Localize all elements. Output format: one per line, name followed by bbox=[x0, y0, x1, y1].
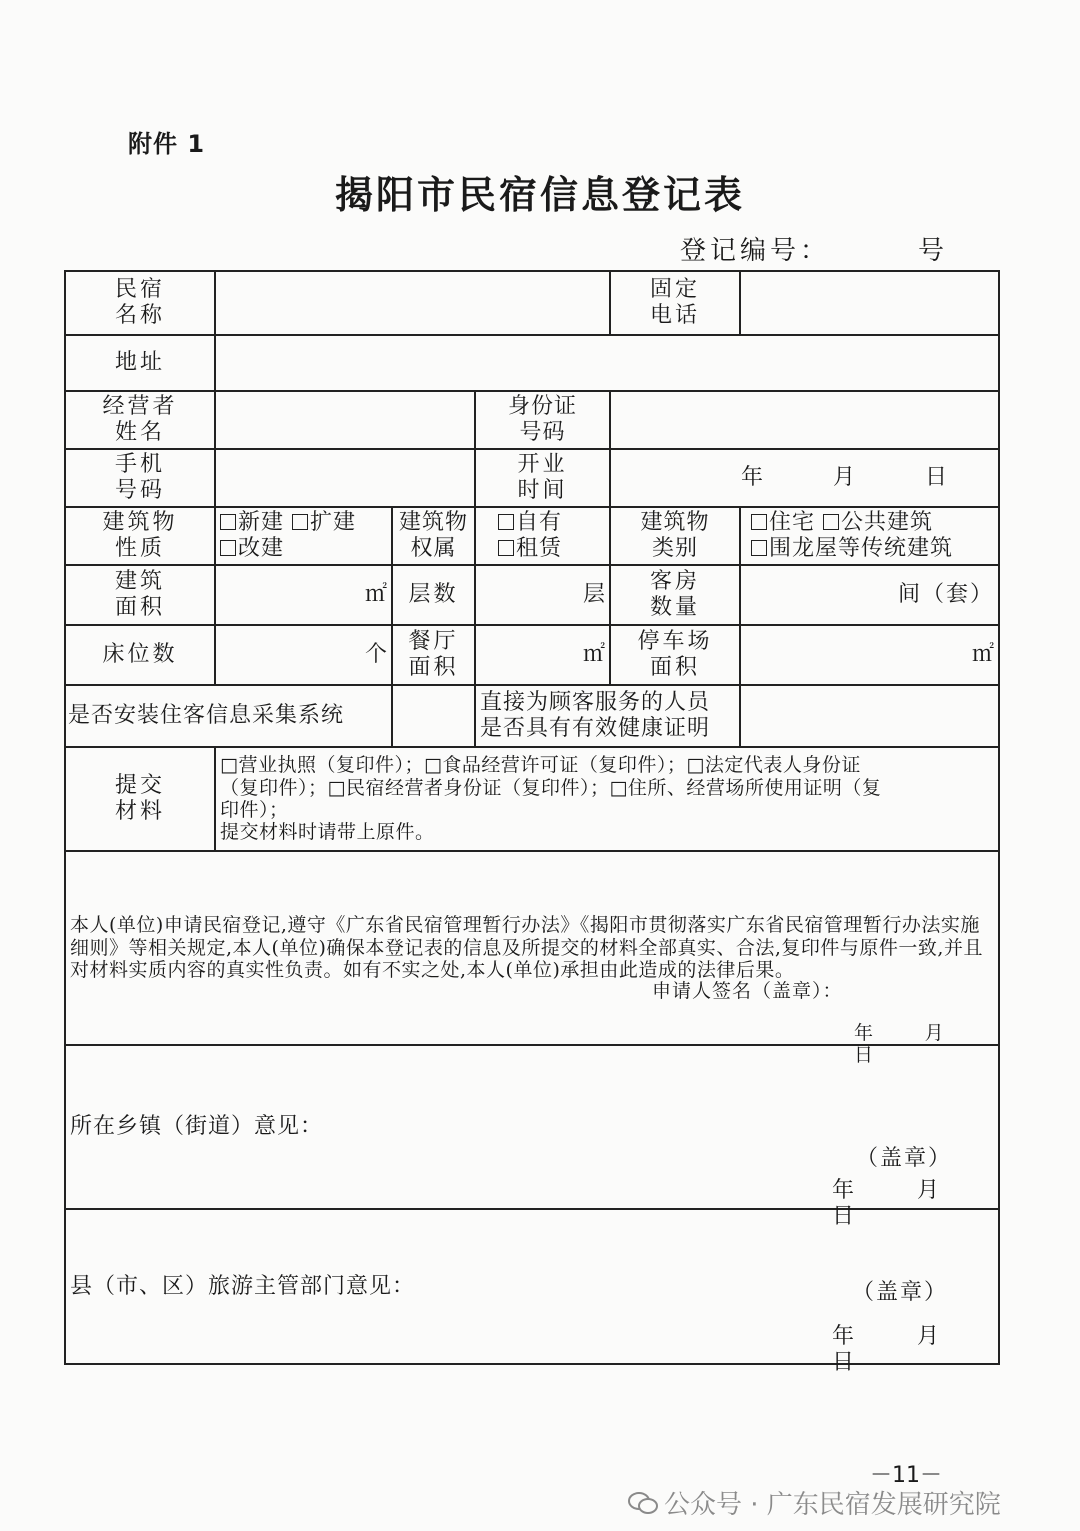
id-label bbox=[475, 391, 610, 449]
materials-line: 印件）； bbox=[220, 799, 289, 821]
rooms-field[interactable] bbox=[740, 565, 999, 625]
registration-number-suffix: 号 bbox=[918, 236, 949, 266]
type-opt-traditional[interactable] bbox=[751, 536, 953, 561]
health-field[interactable] bbox=[740, 685, 999, 747]
phone-label-text: 固定 电话 bbox=[650, 277, 701, 328]
registration-number-label: 登记编号： bbox=[680, 236, 831, 266]
declaration-text: 本人(单位)申请民宿登记,遵守《广东省民宿管理暂行办法》《揭阳市贯彻落实广东省民宿管理暂行办法实施细则》等相关规定,本人(单位)确保本登记表的信息及所提交的材料全部真实、合法,复印件与原件一致,并且对材料实质内容的真实性负责。如有不实之处,本人(单位)承担由此造成的法律后果。 bbox=[70, 914, 983, 982]
township-year: 年 bbox=[832, 1178, 856, 1203]
township-opinion[interactable] bbox=[65, 1045, 999, 1229]
nature-opt-rebuild[interactable] bbox=[220, 536, 284, 561]
open-date-field[interactable] bbox=[610, 449, 999, 507]
area-field[interactable] bbox=[215, 565, 392, 625]
health-label: 直接为顾客服务的人员 是否具有有效健康证明 bbox=[475, 685, 740, 747]
name-label bbox=[65, 271, 215, 335]
parking-field[interactable] bbox=[740, 625, 999, 685]
checkbox-icon bbox=[220, 540, 236, 556]
type-label bbox=[610, 507, 740, 565]
area-label-text: 建筑 面积 bbox=[114, 569, 165, 620]
system-field[interactable] bbox=[392, 685, 475, 747]
checkbox-icon bbox=[292, 514, 308, 530]
type-opt-public[interactable] bbox=[823, 510, 933, 535]
county-year: 年 bbox=[832, 1324, 856, 1349]
id-label-text: 身份证 号码 bbox=[508, 394, 578, 445]
beds-unit: 个 bbox=[364, 642, 387, 668]
nature-label-text: 建筑物 性质 bbox=[102, 510, 178, 561]
owner-options bbox=[475, 507, 610, 565]
township-day: 日 bbox=[832, 1203, 856, 1229]
declaration bbox=[65, 851, 999, 1067]
materials-label-text: 提交 材料 bbox=[114, 773, 165, 824]
mobile-field[interactable] bbox=[215, 449, 475, 507]
owner-opt-own-text: 自有 bbox=[516, 510, 563, 536]
floors-unit: 层 bbox=[583, 582, 606, 608]
county-date bbox=[832, 1324, 998, 1376]
nature-opt-expand[interactable] bbox=[292, 510, 356, 535]
page-title: 揭阳市民宿信息登记表 bbox=[334, 172, 745, 217]
type-options bbox=[740, 507, 999, 565]
address-label: 地址 bbox=[65, 335, 215, 391]
beds-field[interactable] bbox=[215, 625, 392, 685]
materials-list bbox=[215, 747, 999, 851]
operator-label bbox=[65, 391, 215, 449]
parking-label-text: 停车场 面积 bbox=[637, 629, 713, 680]
wechat-icon bbox=[628, 1492, 658, 1514]
declaration-month: 月 bbox=[924, 1022, 945, 1044]
owner-opt-lease[interactable] bbox=[498, 536, 562, 561]
checkbox-icon bbox=[823, 514, 839, 530]
dining-unit: ㎡ bbox=[583, 642, 606, 668]
name-label-text: 民宿 名称 bbox=[114, 277, 165, 328]
county-opinion[interactable] bbox=[65, 1209, 999, 1375]
address-field[interactable] bbox=[215, 335, 999, 391]
nature-opt-expand-text: 扩建 bbox=[310, 510, 357, 536]
county-day: 日 bbox=[832, 1349, 856, 1375]
township-opinion-label: 所在乡镇（街道）意见： bbox=[70, 1114, 324, 1140]
attachment-label: 附件 1 bbox=[128, 130, 206, 158]
floors-label: 层数 bbox=[392, 565, 475, 625]
type-opt-residential-text: 住宅 bbox=[769, 510, 816, 536]
nature-opt-rebuild-text: 改建 bbox=[238, 536, 285, 561]
operator-label-text: 经营者 姓名 bbox=[102, 394, 178, 445]
type-opt-public-text: 公共建筑 bbox=[841, 510, 934, 536]
checkbox-icon bbox=[220, 514, 236, 530]
rooms-label bbox=[610, 565, 740, 625]
owner-label bbox=[392, 507, 475, 565]
beds-label: 床位数 bbox=[65, 625, 215, 685]
township-month: 月 bbox=[917, 1178, 941, 1203]
open-label bbox=[475, 449, 610, 507]
nature-label bbox=[65, 507, 215, 565]
nature-opt-new[interactable] bbox=[220, 510, 284, 535]
owner-opt-lease-text: 租赁 bbox=[516, 536, 563, 561]
dining-field[interactable] bbox=[475, 625, 610, 685]
operator-field[interactable] bbox=[215, 391, 475, 449]
checkbox-icon bbox=[751, 540, 767, 556]
materials-line: 提交材料时请带上原件。 bbox=[220, 821, 435, 844]
watermark bbox=[628, 1484, 1001, 1521]
county-opinion-label: 县（市、区）旅游主管部门意见： bbox=[70, 1273, 416, 1299]
owner-opt-own[interactable] bbox=[498, 510, 562, 535]
applicant-signature-label: 申请人签名（盖章）： bbox=[652, 980, 843, 1002]
page-number: －11－ bbox=[870, 1463, 942, 1488]
parking-unit: ㎡ bbox=[972, 642, 995, 668]
phone-label bbox=[610, 271, 740, 335]
township-seal: （盖章） bbox=[856, 1146, 953, 1171]
parking-label bbox=[610, 625, 740, 685]
materials-line: □营业执照（复印件）；□食品经营许可证（复印件）；□法定代表人身份证 bbox=[220, 754, 861, 777]
rooms-label-text: 客房 数量 bbox=[650, 569, 701, 620]
mobile-label-text: 手机 号码 bbox=[114, 452, 165, 503]
owner-label-text: 建筑物 权属 bbox=[398, 510, 468, 561]
nature-opt-new-text: 新建 bbox=[238, 510, 285, 536]
mobile-label bbox=[65, 449, 215, 507]
open-date-day: 日 bbox=[925, 465, 948, 491]
declaration-year: 年 bbox=[854, 1022, 874, 1044]
open-date-year: 年 bbox=[741, 465, 764, 491]
checkbox-icon bbox=[751, 514, 767, 530]
type-opt-traditional-text: 围龙屋等传统建筑 bbox=[769, 536, 954, 561]
phone-field[interactable] bbox=[740, 271, 999, 335]
name-field[interactable] bbox=[215, 271, 610, 335]
registration-form bbox=[64, 270, 1000, 1375]
open-date-month: 月 bbox=[833, 465, 856, 491]
id-field[interactable] bbox=[610, 391, 999, 449]
materials-label bbox=[65, 747, 215, 851]
floors-field[interactable] bbox=[475, 565, 610, 625]
open-label-text: 开业 时间 bbox=[517, 452, 568, 503]
dining-label-text: 餐厅 面积 bbox=[408, 629, 459, 680]
type-label-text: 建筑物 类别 bbox=[640, 510, 710, 561]
rooms-unit: 间（套） bbox=[898, 582, 995, 608]
checkbox-icon bbox=[498, 540, 514, 556]
area-unit: ㎡ bbox=[364, 582, 387, 608]
checkbox-icon bbox=[498, 514, 514, 530]
materials-line: （复印件）；□民宿经营者身份证（复印件）；□住所、经营场所使用证明（复 bbox=[220, 776, 882, 799]
area-label bbox=[65, 565, 215, 625]
registration-number bbox=[680, 230, 949, 267]
county-month: 月 bbox=[917, 1324, 941, 1349]
dining-label bbox=[392, 625, 475, 685]
declaration-day: 日 bbox=[854, 1044, 874, 1067]
system-label: 是否安装住客信息采集系统 bbox=[65, 685, 392, 747]
nature-options bbox=[215, 507, 392, 565]
type-opt-residential[interactable] bbox=[751, 510, 815, 535]
watermark-text: 公众号 · 广东民宿发展研究院 bbox=[664, 1490, 1001, 1520]
county-seal: （盖章） bbox=[852, 1280, 949, 1305]
